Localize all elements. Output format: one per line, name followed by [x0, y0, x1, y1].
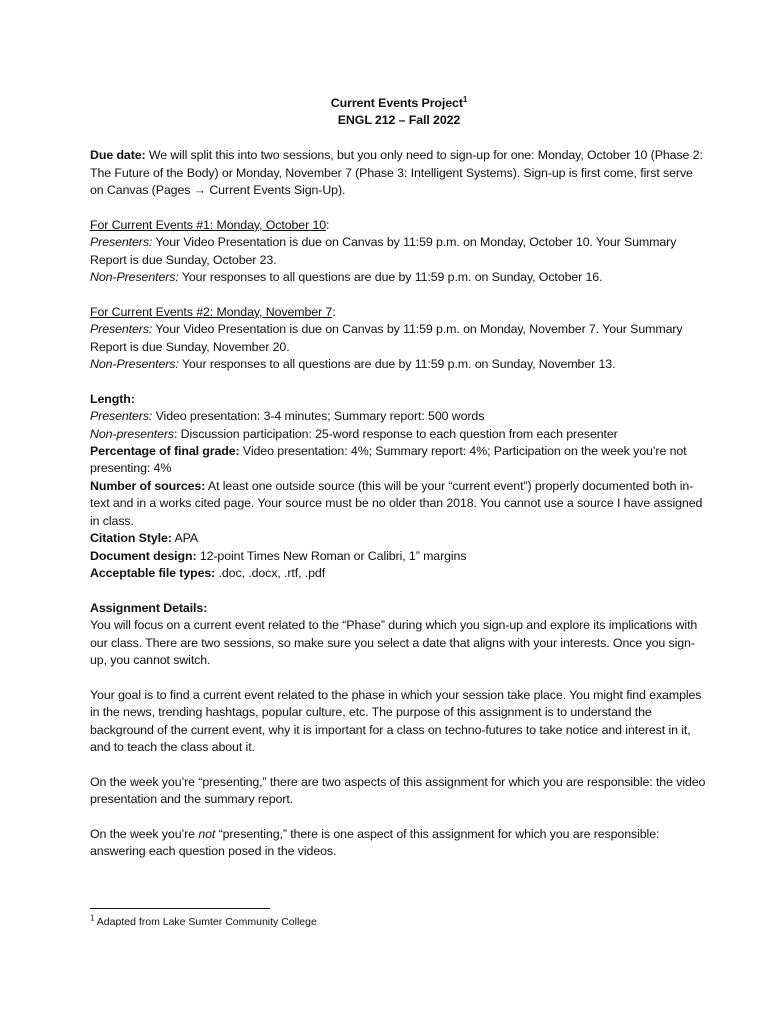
footnote	[90, 915, 317, 929]
footnote-text: Adapted from Lake Sumter Community College	[94, 916, 317, 928]
filetypes-text: .doc, .docx, .rtf, .pdf	[215, 565, 326, 580]
due-date-paragraph	[90, 147, 708, 199]
details-label: Assignment Details:	[90, 600, 208, 615]
footnote-ref: 1	[462, 94, 468, 104]
details-para4	[90, 826, 708, 861]
sources-label: Number of sources:	[90, 478, 206, 493]
course-line: ENGL 212 – Fall 2022	[337, 113, 461, 128]
para4-end: “presenting,” there is one aspect of this assignment for which you are responsible: answering each question posed in the videos.	[90, 826, 660, 859]
specs-section	[90, 391, 708, 582]
ce1-presenters-text: Your Video Presentation is due on Canvas by 11:59 p.m. on Monday, October 10. Your Summary Report is due Sunday, October 23.	[90, 235, 677, 267]
ce2-nonpresenters-label: Non-Presenters:	[90, 357, 179, 372]
para4-not: not	[198, 826, 216, 841]
ce1-nonpresenters-text: Your responses to all questions are due by 11:59 p.m. on Sunday, October 16.	[178, 270, 603, 285]
length-label: Length:	[90, 391, 135, 406]
title-text: Current Events Project	[330, 96, 463, 110]
details-para2: Your goal is to find a current event related to the phase in which your session take place. You might find examples in the news, trending hashtags, popular culture, etc. The purpose of this assignment is to understand the background of the current event, why it is important for a class on techno-futures to take notice and interest in it, and to teach the class about it.	[90, 687, 702, 754]
document-title	[90, 95, 708, 112]
due-date-label: Due date:	[90, 148, 146, 163]
percentage-label: Percentage of final grade:	[90, 444, 240, 459]
ce2-nonpresenters-text: Your responses to all questions are due by 11:59 p.m. on Sunday, November 13.	[178, 357, 616, 372]
sources-text: At least one outside source (this will be your “current event”) properly documented both in-text and in a works cited page. Your source must be no older than 2018. You cannot use a source I have assigned in class.	[90, 478, 703, 528]
citation-label: Citation Style:	[90, 531, 172, 546]
length-presenters-text: Video presentation: 3-4 minutes; Summary report: 500 words	[152, 409, 485, 424]
ce2-presenters-text: Your Video Presentation is due on Canvas by 11:59 p.m. on Monday, November 7. Your Summary Report is due Sunday, November 20.	[90, 322, 683, 354]
due-date-text: We will split this into two sessions, but you only need to sign-up for one: Monday, October 10 (Phase 2: The Future of the Body) or Monday, November 7 (Phase 3: Intelligent Systems). Sign-up is first come, first serve on Canvas (Pages → Current Events Sign-Up).	[90, 148, 703, 198]
details-para3: On the week you’re “presenting,” there are two aspects of this assignment for which you are responsible: the video presentation and the summary report.	[90, 774, 706, 807]
footnote-number: 1	[90, 913, 95, 923]
ce2-heading: For Current Events #2: Monday, November 7	[90, 304, 333, 319]
design-label: Document design:	[90, 548, 197, 563]
length-nonpresenters-text: : Discussion participation: 25-word response to each question from each presenter	[174, 426, 618, 441]
filetypes-label: Acceptable file types:	[90, 565, 216, 580]
citation-text: APA	[171, 531, 199, 546]
footnote-divider	[90, 908, 270, 909]
current-events-2-section	[90, 304, 708, 374]
percentage-text: Video presentation: 4%; Summary report: 4%; Participation on the week you’re not presenting: 4%	[90, 444, 687, 476]
ce1-colon: :	[326, 217, 330, 232]
ce1-nonpresenters-label: Non-Presenters:	[90, 270, 179, 285]
assignment-details-paragraph	[90, 600, 708, 670]
para4-start: On the week you’re	[90, 826, 199, 841]
current-events-1-section	[90, 217, 708, 287]
length-presenters-label: Presenters:	[90, 409, 153, 424]
ce2-presenters-label: Presenters:	[90, 322, 153, 337]
ce2-colon: :	[332, 304, 336, 319]
ce1-heading: For Current Events #1: Monday, October 10	[90, 217, 327, 232]
design-text: 12-point Times New Roman or Calibri, 1” margins	[196, 548, 467, 563]
ce1-presenters-label: Presenters:	[90, 235, 153, 250]
details-para1: You will focus on a current event related to the “Phase” during which you sign-up and explore its implications with our class. There are two sessions, so make sure you select a date that aligns with your interests. Once you sign-up, you cannot switch.	[90, 618, 698, 667]
length-nonpresenters-label: Non-presenters	[90, 426, 174, 441]
